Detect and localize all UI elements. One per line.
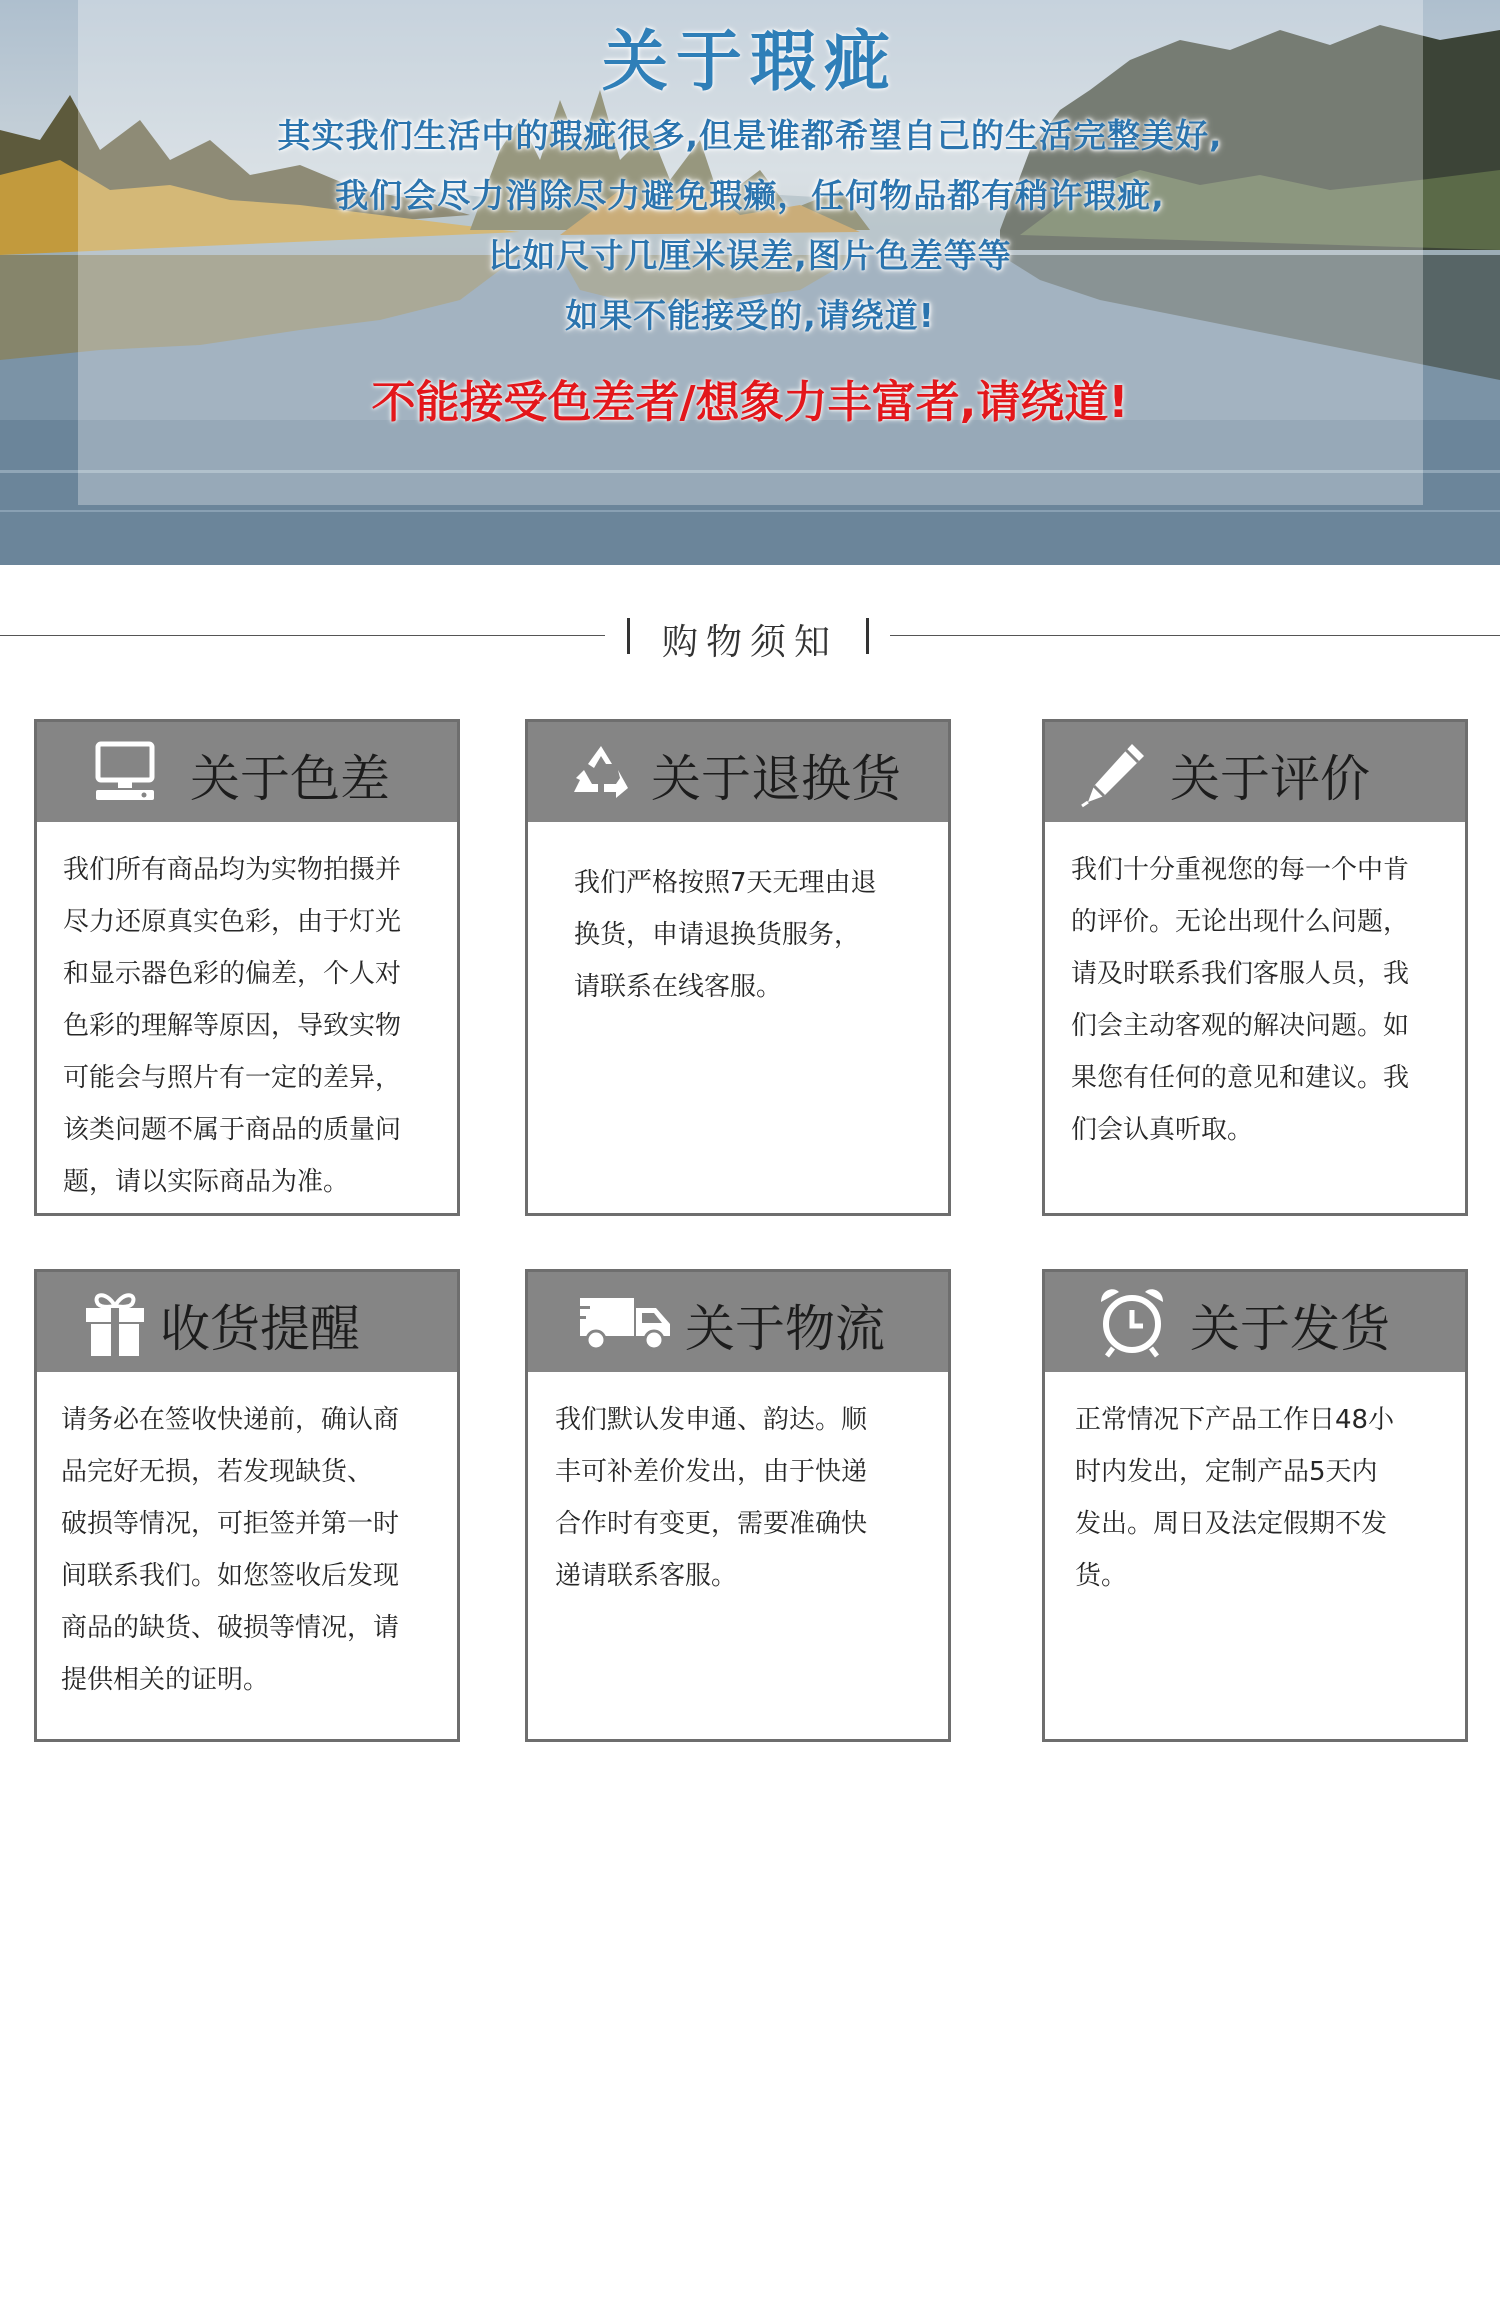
banner-line-2: 我们会尽力消除尽力避免瑕癞，任何物品都有稍许瑕疵, — [335, 176, 1165, 215]
card-line: 我们严格按照7天无理由退 — [574, 868, 877, 898]
card-line: 时内发出，定制产品5天内 — [1075, 1457, 1378, 1487]
card-returns — [525, 719, 951, 1216]
alarm-clock-icon — [1097, 1284, 1167, 1360]
card-line: 间联系我们。如您签收后发现 — [61, 1561, 400, 1591]
card-line: 我们所有商品均为实物拍摄并 — [63, 855, 402, 885]
card-title: 关于评价 — [1170, 750, 1370, 808]
card-line: 题，请以实际商品为准。 — [63, 1167, 350, 1197]
card-header — [1045, 1272, 1465, 1372]
card-body — [37, 822, 457, 1208]
banner-line-1: 其实我们生活中的瑕疵很多,但是谁都希望自己的生活完整美好, — [277, 116, 1223, 155]
card-line: 的评价。无论出现什么问题， — [1071, 907, 1410, 937]
card-line: 品完好无损，若发现缺货、 — [61, 1457, 374, 1487]
card-line: 我们默认发申通、韵达。顺 — [555, 1405, 868, 1435]
card-body — [37, 1372, 457, 1706]
computer-icon — [92, 740, 158, 804]
card-title: 收货提醒 — [160, 1300, 360, 1358]
card-line: 请联系在线客服。 — [574, 972, 783, 1002]
card-line: 破损等情况，可拒签并第一时 — [61, 1509, 400, 1539]
card-title: 关于物流 — [685, 1300, 885, 1358]
card-line: 们会主动客观的解决问题。如 — [1071, 1011, 1410, 1041]
card-line: 商品的缺货、破损等情况，请 — [61, 1613, 400, 1643]
card-line: 发出。周日及法定假期不发 — [1075, 1509, 1388, 1539]
pen-icon — [1080, 738, 1150, 808]
card-line: 和显示器色彩的偏差，个人对 — [63, 959, 402, 989]
card-line: 色彩的理解等原因，导致实物 — [63, 1011, 402, 1041]
card-line: 递请联系客服。 — [555, 1561, 738, 1591]
card-header — [37, 1272, 457, 1372]
card-line: 换货，申请退换货服务， — [574, 920, 861, 950]
card-line: 合作时有变更，需要准确快 — [555, 1509, 868, 1539]
card-line: 请及时联系我们客服人员，我 — [1071, 959, 1410, 989]
card-title: 关于发货 — [1190, 1300, 1390, 1358]
card-line: 果您有任何的意见和建议。我 — [1071, 1063, 1410, 1093]
section-divider — [0, 610, 1500, 663]
card-header — [37, 722, 457, 822]
card-line: 该类问题不属于商品的质量问 — [63, 1115, 402, 1145]
card-line: 丰可补差价发出，由于快递 — [555, 1457, 868, 1487]
card-body — [528, 1372, 948, 1602]
card-body — [1045, 1372, 1465, 1602]
card-shipping — [1042, 1269, 1468, 1742]
card-title: 关于退换货 — [651, 750, 901, 808]
banner — [0, 0, 1500, 565]
card-line: 提供相关的证明。 — [61, 1665, 270, 1695]
card-color-difference — [34, 719, 460, 1216]
card-line: 货。 — [1075, 1561, 1128, 1591]
card-line: 我们十分重视您的每一个中肯 — [1071, 855, 1410, 885]
banner-warning: 不能接受色差者/想象力丰富者,请绕道! — [371, 377, 1129, 428]
section-title: 购物须知 — [661, 622, 838, 663]
card-title: 关于色差 — [190, 750, 390, 808]
banner-line-4: 如果不能接受的,请绕道! — [565, 296, 935, 335]
card-line: 请务必在签收快递前，确认商 — [61, 1405, 400, 1435]
card-line: 尽力还原真实色彩，由于灯光 — [63, 907, 402, 937]
divider-rule-left — [0, 635, 605, 636]
card-receipt-reminder — [34, 1269, 460, 1742]
banner-title: 关于瑕疵 — [602, 23, 898, 100]
card-header — [528, 722, 948, 822]
card-line: 可能会与照片有一定的差异， — [63, 1063, 402, 1093]
card-body — [528, 822, 948, 1013]
recycle-icon — [568, 740, 634, 804]
truck-icon — [576, 1294, 676, 1354]
gift-icon — [82, 1288, 148, 1358]
card-reviews — [1042, 719, 1468, 1216]
banner-line-3: 比如尺寸几厘米误差,图片色差等等 — [488, 236, 1012, 275]
card-line: 们会认真听取。 — [1071, 1115, 1254, 1145]
card-header — [528, 1272, 948, 1372]
divider-rule-right — [890, 635, 1500, 636]
card-header — [1045, 722, 1465, 822]
card-body — [1045, 822, 1465, 1156]
card-logistics — [525, 1269, 951, 1742]
divider-bar-right — [866, 618, 869, 654]
card-line: 正常情况下产品工作日48小 — [1075, 1405, 1395, 1435]
